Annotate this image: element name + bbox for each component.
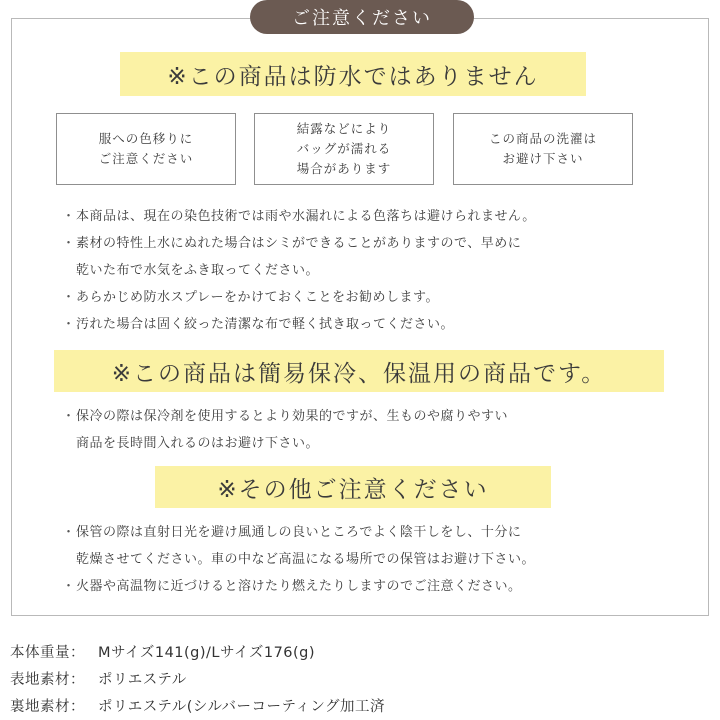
box-line: 場合があります bbox=[296, 161, 392, 176]
caution-box-color-transfer bbox=[56, 113, 236, 185]
list-item: ・保冷の際は保冷剤を使用するとより効果的ですが、生ものや腐りやすい bbox=[62, 405, 508, 424]
spec-weight bbox=[10, 641, 315, 662]
caution-box-no-washing bbox=[453, 113, 633, 185]
bullet-icon: ・ bbox=[62, 317, 76, 332]
spec-value: ポリエステル bbox=[98, 672, 187, 688]
other-heading-text: ※その他ご注意ください bbox=[217, 476, 489, 503]
box-line: バッグが濡れる bbox=[296, 141, 392, 156]
list-item: ・保管の際は直射日光を避け風通しの良いところでよく陰干しをし、十分に bbox=[62, 521, 521, 540]
cooling-heading-text: ※この商品は簡易保冷、保温用の商品です。 bbox=[111, 360, 607, 387]
box-line: ご注意ください bbox=[98, 151, 194, 166]
cooling-heading bbox=[54, 350, 664, 392]
spec-value: Mサイズ141(g)/Lサイズ176(g) bbox=[98, 645, 316, 661]
list-item: ・汚れた場合は固く絞った清潔な布で軽く拭き取ってください。 bbox=[62, 313, 454, 332]
notice-header bbox=[250, 0, 474, 34]
box-line: お避け下さい bbox=[502, 151, 584, 166]
list-item-continuation: 乾燥させてください。車の中など高温になる場所での保管はお避け下さい。 bbox=[76, 552, 536, 567]
list-item: ・素材の特性上水にぬれた場合はシミができることがありますので、早めに bbox=[62, 232, 521, 251]
box-line: 結露などにより bbox=[296, 121, 392, 136]
list-item: ・本商品は、現在の染色技術では雨や水漏れによる色落ちは避けられません。 bbox=[62, 205, 536, 224]
other-heading bbox=[155, 466, 551, 508]
box-line: 服への色移りに bbox=[98, 131, 194, 146]
spec-lining-material bbox=[10, 695, 385, 716]
box-line: この商品の洗濯は bbox=[488, 131, 597, 146]
spec-label: 本体重量： bbox=[10, 645, 85, 661]
list-item-continuation: 商品を長時間入れるのはお避け下さい。 bbox=[76, 436, 320, 451]
bullet-icon: ・ bbox=[62, 525, 76, 540]
bullet-icon: ・ bbox=[62, 409, 76, 424]
spec-label: 表地素材： bbox=[10, 672, 85, 688]
notice-header-title: ご注意ください bbox=[292, 8, 432, 29]
bullet-icon: ・ bbox=[62, 236, 76, 251]
waterproof-heading-text: ※この商品は防水ではありません bbox=[167, 63, 539, 90]
list-item: ・火器や高温物に近づけると溶けたり燃えたりしますのでご注意ください。 bbox=[62, 575, 522, 594]
bullet-icon: ・ bbox=[62, 290, 76, 305]
list-item: ・あらかじめ防水スプレーをかけておくことをお勧めします。 bbox=[62, 286, 439, 305]
spec-label: 裏地素材： bbox=[10, 699, 85, 715]
bullet-icon: ・ bbox=[62, 579, 76, 594]
spec-value: ポリエステル(シルバーコーティング加工済 bbox=[98, 699, 386, 715]
bullet-icon: ・ bbox=[62, 209, 76, 224]
spec-outer-material bbox=[10, 668, 187, 689]
caution-box-condensation bbox=[254, 113, 434, 185]
list-item-continuation: 乾いた布で水気をふき取ってください。 bbox=[76, 263, 320, 278]
waterproof-heading bbox=[120, 52, 586, 96]
